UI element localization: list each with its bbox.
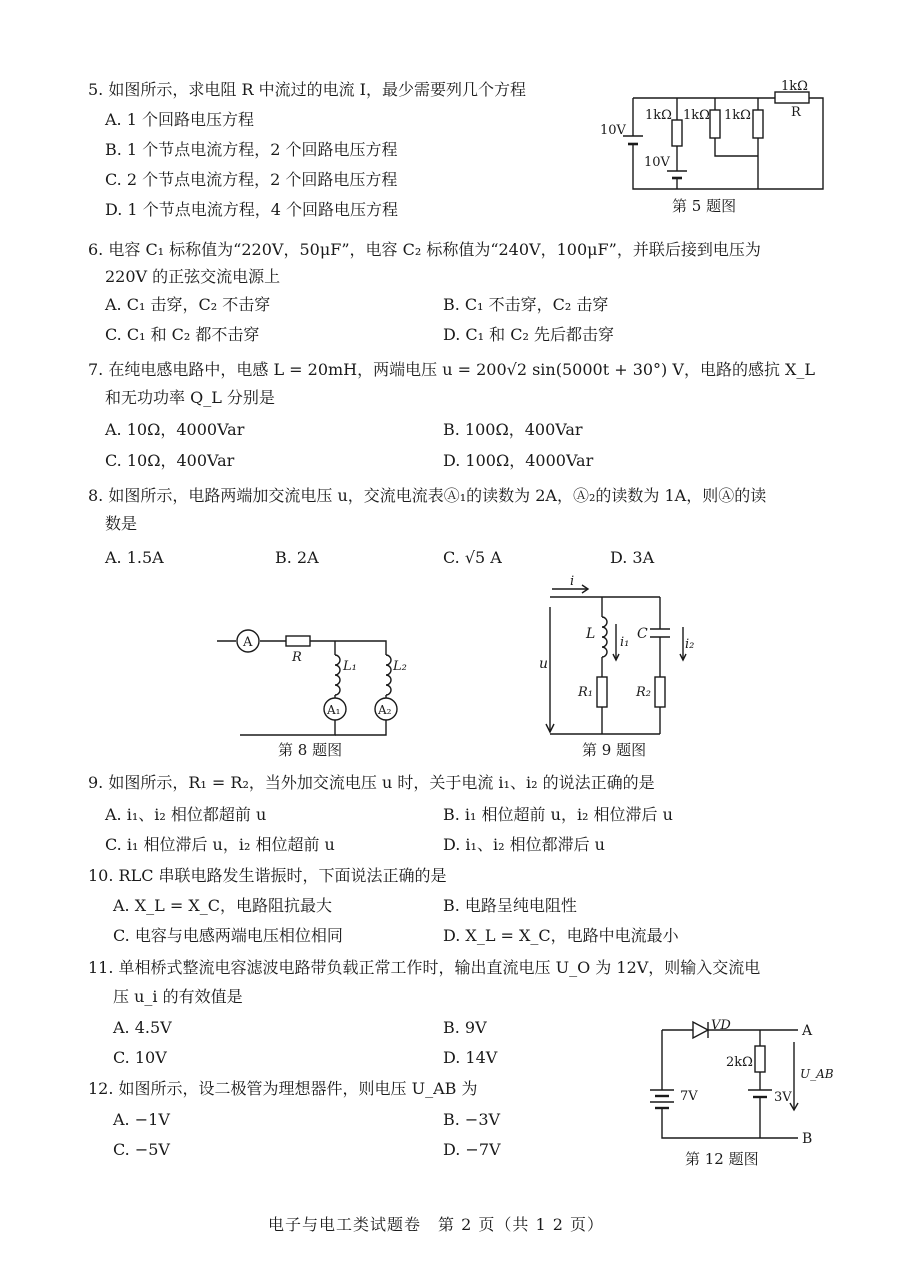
page-footer: 电子与电工类试题卷 第 2 页（共 1 2 页）	[268, 1215, 604, 1234]
q8-r-label: R	[292, 650, 302, 665]
q9-figure-caption: 第 9 题图	[582, 741, 647, 759]
q9-u-label: u	[539, 656, 549, 672]
q8-option-c: C. √5 A	[443, 548, 502, 567]
q8-option-b: B. 2A	[275, 548, 319, 567]
q9-l-label: L	[586, 626, 596, 642]
q9-option-a: A. i₁、i₂ 相位都超前 u	[105, 805, 267, 824]
q9-i2-label: i₂	[685, 637, 695, 652]
q8-ammeter-a1-label: A₁	[327, 703, 341, 717]
q7-stem-line1: 7. 在纯电感电路中，电感 L = 20mH，两端电压 u = 200√2 sin(5000t + 30°) V，电路的感抗 X_L	[88, 360, 816, 379]
q5-v2-label: 10V	[644, 155, 670, 170]
q10-stem: 10. RLC 串联电路发生谐振时，下面说法正确的是	[88, 866, 447, 885]
q12-v7-label: 7V	[680, 1089, 698, 1104]
q7-option-c: C. 10Ω，400Var	[105, 451, 235, 470]
q5-v1-label: 10V	[600, 123, 626, 138]
q10-option-c: C. 电容与电感两端电压相位相同	[113, 926, 343, 945]
q12-circuit-figure	[640, 1010, 840, 1148]
q11-stem-line2: 压 u_i 的有效值是	[113, 987, 243, 1006]
q12-v3-label: 3V	[774, 1090, 792, 1105]
q9-r1-label: R₁	[578, 685, 593, 700]
q6-stem-line2: 220V 的正弦交流电源上	[105, 267, 281, 286]
q5-r-label: R	[791, 105, 801, 120]
q5-option-a: A. 1 个回路电压方程	[105, 110, 254, 129]
q8-stem-line2: 数是	[105, 514, 138, 533]
q8-circuit-figure	[212, 620, 412, 742]
q9-r2-label: R₂	[636, 685, 651, 700]
q12-option-a: A. −1V	[113, 1110, 170, 1129]
q8-ammeter-a2-label: A₂	[378, 703, 392, 717]
q8-stem-line1: 8. 如图所示，电路两端加交流电压 u，交流电流表Ⓐ₁的读数为 2A，Ⓐ₂的读数为 1A，则Ⓐ的读	[88, 486, 767, 505]
q6-option-d: D. C₁ 和 C₂ 先后都击穿	[443, 325, 615, 344]
q9-circuit-figure	[530, 572, 695, 742]
q7-option-a: A. 10Ω，4000Var	[105, 420, 245, 439]
q6-option-a: A. C₁ 击穿，C₂ 不击穿	[105, 295, 271, 314]
q11-option-d: D. 14V	[443, 1048, 498, 1067]
q10-option-a: A. X_L = X_C，电路阻抗最大	[113, 896, 332, 915]
q7-option-d: D. 100Ω，4000Var	[443, 451, 594, 470]
q5-option-c: C. 2 个节点电流方程，2 个回路电压方程	[105, 170, 398, 189]
q5-r2-label: 1kΩ	[683, 108, 710, 123]
q5-stem: 5. 如图所示，求电阻 R 中流过的电流 I，最少需要列几个方程	[88, 80, 526, 99]
q12-vd-label: VD	[711, 1018, 731, 1033]
q12-option-d: D. −7V	[443, 1140, 501, 1159]
q6-stem-line1: 6. 电容 C₁ 标称值为“220V，50μF”，电容 C₂ 标称值为“240V，100μF”，并联后接到电压为	[88, 240, 761, 259]
q7-option-b: B. 100Ω，400Var	[443, 420, 583, 439]
q12-r-label: 2kΩ	[726, 1055, 753, 1070]
q12-uab-label: U_AB	[800, 1067, 834, 1081]
q8-figure-caption: 第 8 题图	[278, 741, 343, 759]
q12-terminal-b-label: B	[802, 1131, 813, 1147]
q8-l1-label: L₁	[343, 659, 357, 674]
q10-option-d: D. X_L = X_C，电路中电流最小	[443, 926, 679, 945]
q6-option-c: C. C₁ 和 C₂ 都不击穿	[105, 325, 260, 344]
q12-figure-caption: 第 12 题图	[685, 1150, 759, 1168]
q9-stem: 9. 如图所示，R₁ = R₂，当外加交流电压 u 时，关于电流 i₁、i₂ 的说法正确的是	[88, 773, 655, 792]
q12-terminal-a-label: A	[802, 1023, 813, 1039]
q8-option-a: A. 1.5A	[105, 548, 164, 567]
q5-option-b: B. 1 个节点电流方程，2 个回路电压方程	[105, 140, 398, 159]
q5-option-d: D. 1 个节点电流方程，4 个回路电压方程	[105, 200, 398, 219]
q10-option-b: B. 电路呈纯电阻性	[443, 896, 577, 915]
q11-stem-line1: 11. 单相桥式整流电容滤波电路带负载正常工作时，输出直流电压 U_O 为 12V，则输入交流电	[88, 958, 761, 977]
q5-r1-label: 1kΩ	[645, 108, 672, 123]
q12-option-c: C. −5V	[113, 1140, 170, 1159]
q12-stem: 12. 如图所示，设二极管为理想器件，则电压 U_AB 为	[88, 1079, 478, 1098]
q6-option-b: B. C₁ 不击穿，C₂ 击穿	[443, 295, 609, 314]
q11-option-b: B. 9V	[443, 1018, 487, 1037]
q9-option-d: D. i₁、i₂ 相位都滞后 u	[443, 835, 605, 854]
q8-l2-label: L₂	[393, 659, 407, 674]
q9-i-label: i	[570, 574, 575, 589]
q11-option-a: A. 4.5V	[113, 1018, 172, 1037]
q5-r-top-value: 1kΩ	[781, 79, 808, 94]
q9-option-b: B. i₁ 相位超前 u，i₂ 相位滞后 u	[443, 805, 673, 824]
q9-i1-label: i₁	[620, 635, 630, 650]
q9-c-label: C	[637, 626, 648, 642]
q11-option-c: C. 10V	[113, 1048, 167, 1067]
q8-option-d: D. 3A	[610, 548, 655, 567]
q12-option-b: B. −3V	[443, 1110, 501, 1129]
q5-figure-caption: 第 5 题图	[672, 197, 737, 215]
q5-r3-label: 1kΩ	[724, 108, 751, 123]
q7-stem-line2: 和无功功率 Q_L 分别是	[105, 388, 275, 407]
q8-ammeter-a-label: A	[243, 635, 253, 650]
q9-option-c: C. i₁ 相位滞后 u，i₂ 相位超前 u	[105, 835, 335, 854]
